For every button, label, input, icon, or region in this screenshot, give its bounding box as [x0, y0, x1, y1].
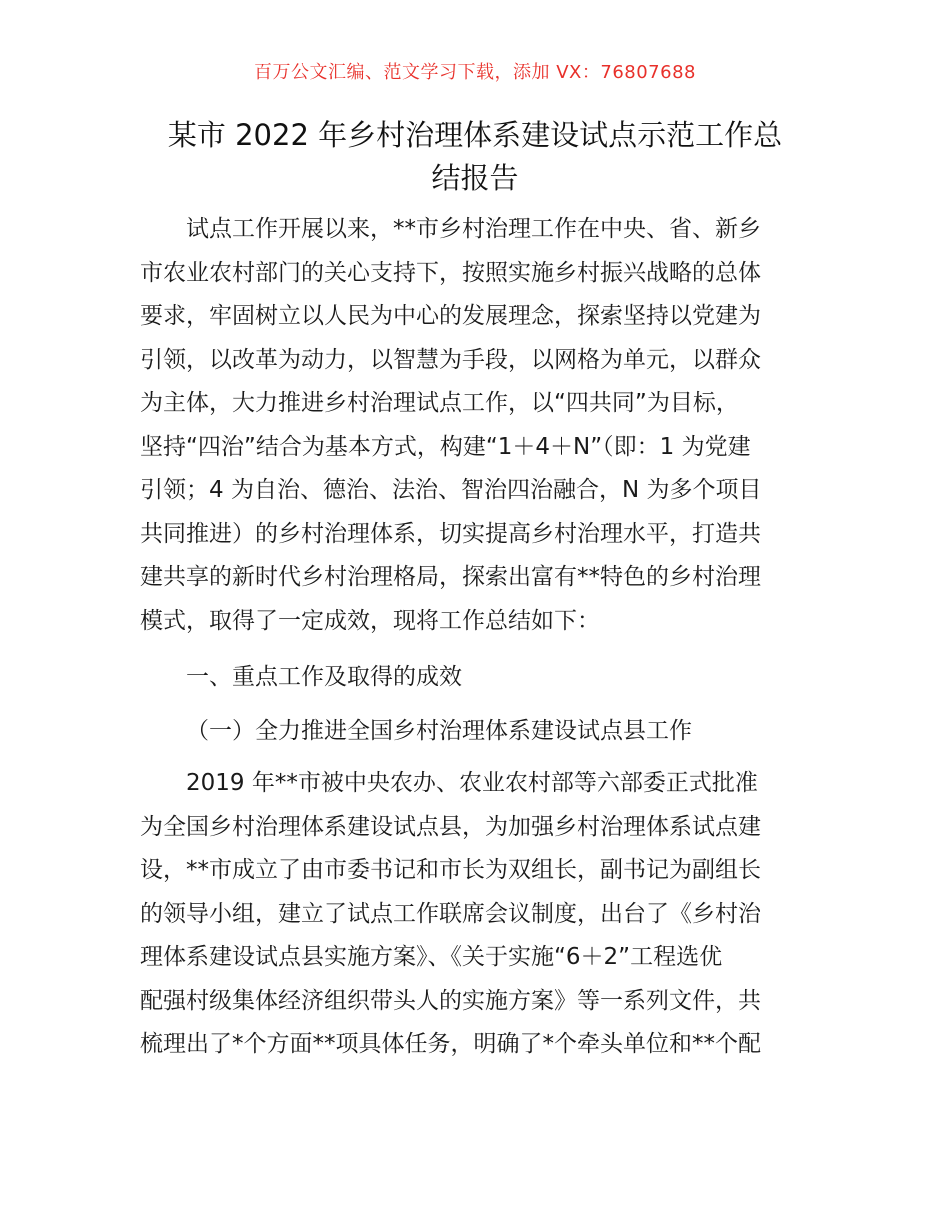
section-heading-1: 一、重点工作及取得的成效: [186, 664, 462, 690]
paragraph-line: 引领，以改革为动力，以智慧为手段，以网格为单元，以群众: [140, 346, 761, 373]
watermark-header: 百万公文汇编、范文学习下载，添加 VX：76807688: [254, 62, 696, 83]
paragraph-line: 试点工作开展以来，**市乡村治理工作在中央、省、新乡: [186, 216, 761, 242]
paragraph-line: 要求，牢固树立以人民为中心的发展理念，探索坚持以党建为: [140, 303, 761, 329]
paragraph-line: 建共享的新时代乡村治理格局，探索出富有**特色的乡村治理: [140, 564, 761, 590]
section-heading-2: （一）全力推进全国乡村治理体系建设试点县工作: [186, 718, 692, 744]
paragraph-line: 引领；4 为自治、德治、法治、智治四治融合，N 为多个项目: [140, 477, 762, 503]
title-line-2: 结报告: [431, 161, 519, 195]
paragraph-intro: [140, 208, 812, 643]
paragraph-pilot: [140, 762, 812, 1067]
paragraph-line: 模式，取得了一定成效，现将工作总结如下：: [140, 607, 600, 634]
paragraph-line: 理体系建设试点县实施方案》、《关于实施“6＋2”工程选优: [140, 944, 723, 970]
paragraph-line: 共同推进）的乡村治理体系，切实提高乡村治理水平，打造共: [140, 520, 761, 547]
document-title: [130, 114, 820, 200]
title-line-1: 某市 2022 年乡村治理体系建设试点示范工作总: [167, 118, 783, 152]
paragraph-line: 设，**市成立了由市委书记和市长为双组长，副书记为副组长: [140, 857, 761, 883]
paragraph-line: 为主体，大力推进乡村治理试点工作，以“四共同”为目标，: [140, 390, 739, 416]
paragraph-line: 配强村级集体经济组织带头人的实施方案》等一系列文件，共: [140, 987, 761, 1014]
paragraph-line: 2019 年**市被中央农办、农业农村部等六部委正式批准: [186, 770, 758, 796]
paragraph-line: 的领导小组，建立了试点工作联席会议制度，出台了《乡村治: [140, 900, 761, 927]
paragraph-line: 坚持“四治”结合为基本方式，构建“1＋4＋N”（即：1 为党建: [140, 433, 751, 460]
paragraph-line: 市农业农村部门的关心支持下，按照实施乡村振兴战略的总体: [140, 259, 761, 286]
paragraph-line: 为全国乡村治理体系建设试点县，为加强乡村治理体系试点建: [140, 813, 761, 840]
paragraph-line: 梳理出了*个方面**项具体任务，明确了*个牵头单位和**个配: [140, 1031, 761, 1057]
